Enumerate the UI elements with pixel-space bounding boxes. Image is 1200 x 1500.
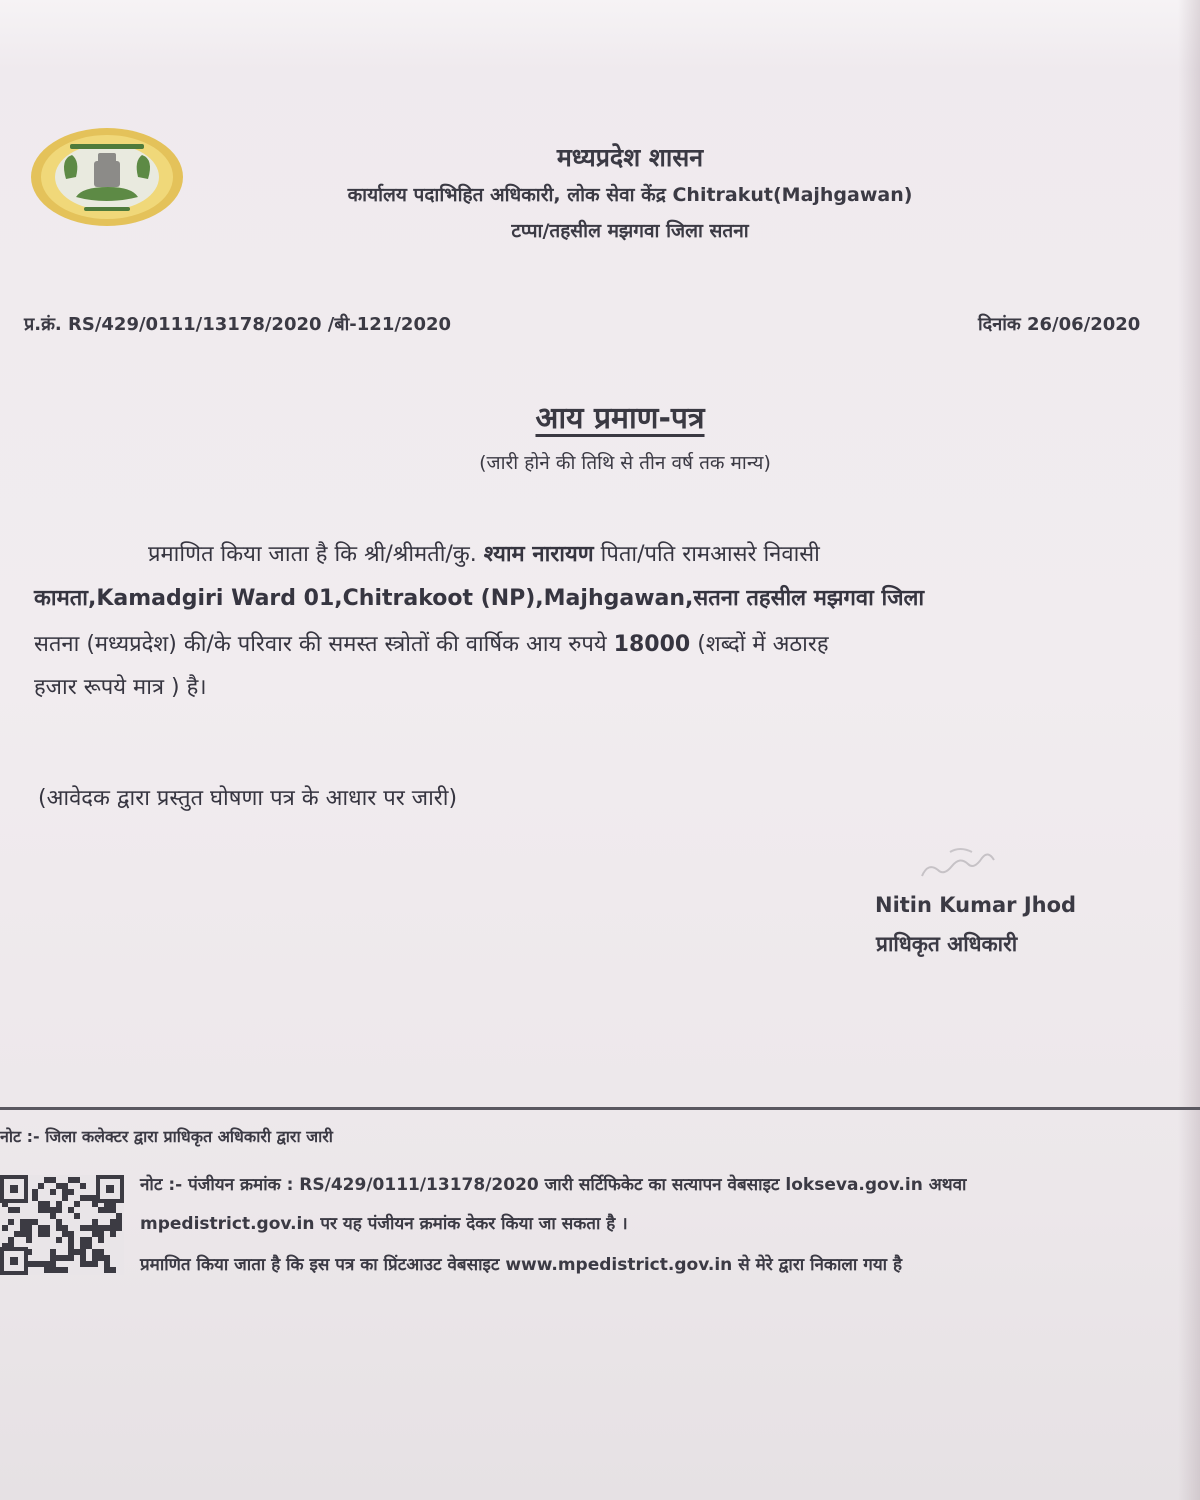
signatory-designation: प्राधिकृत अधिकारी	[876, 932, 1018, 956]
income-amount: 18000	[613, 632, 691, 657]
footer-note-verification: mpedistrict.gov.in पर यह पंजीयन क्रमांक देकर किया जा सकता है ।	[140, 1214, 628, 1234]
header-office: कार्यालय पदाभिहित अधिकारी, लोक सेवा केंद्र Chitrakut(Majhgawan)	[347, 184, 913, 206]
page-top-band	[0, 0, 1200, 70]
footer-note-printout: प्रमाणित किया जाता है कि इस पत्र का प्रिंटआउट वेबसाइट www.mpedistrict.gov.in से मेरे द्वारा निकाला गया है	[140, 1255, 903, 1275]
declaration-note: (आवेदक द्वारा प्रस्तुत घोषणा पत्र के आधार पर जारी)	[38, 786, 458, 811]
certificate-title-text: आय प्रमाण-पत्र	[535, 401, 705, 436]
header-government: मध्यप्रदेश शासन	[556, 143, 704, 172]
footer-note-registration: नोट :- पंजीयन क्रमांक : RS/429/0111/13178/2020 जारी सर्टिफिकेट का सत्यापन वेबसाइट lokseva.gov.in अथवा	[140, 1175, 967, 1195]
certificate-title	[0, 396, 1200, 437]
body-line-1-prefix: प्रमाणित किया जाता है कि श्री/श्रीमती/कु.	[148, 542, 477, 567]
body-line-3-prefix: सतना (मध्यप्रदेश) की/के परिवार की समस्त स्त्रोतों की वार्षिक आय रुपये	[34, 632, 607, 657]
body-line-1-suffix: निवासी	[763, 542, 820, 567]
page-edge-shadow	[1178, 0, 1200, 1500]
father-name: रामआसरे	[682, 542, 757, 567]
body-line-3-suffix: (शब्दों में अठारह	[697, 632, 829, 657]
body-line-3	[34, 628, 829, 658]
qr-code-icon	[0, 1175, 124, 1275]
footer-note-issuer: नोट :- जिला कलेक्टर द्वारा प्राधिकृत अधिकारी द्वारा जारी	[0, 1127, 333, 1146]
reference-number: प्र.क्रं. RS/429/0111/13178/2020 /बी-121/2020	[24, 314, 452, 335]
body-line-1	[148, 538, 820, 568]
body-line-2-address: कामता,Kamadgiri Ward 01,Chitrakoot (NP),Majhgawan,सतना तहसील मझगवा जिला	[34, 586, 925, 611]
signature-mark	[910, 838, 1010, 888]
signatory-name: Nitin Kumar Jhod	[875, 893, 1077, 917]
body-line-4: हजार रूपये मात्र ) है।	[34, 675, 207, 700]
issue-date: दिनांक 26/06/2020	[978, 314, 1141, 335]
footer-divider	[0, 1107, 1200, 1110]
header-tehsil-district: टप्पा/तहसील मझगवा जिला सतना	[511, 220, 749, 242]
applicant-name: श्याम नारायण	[483, 542, 594, 567]
validity-note: (जारी होने की तिथि से तीन वर्ष तक मान्य)	[479, 452, 771, 474]
mp-government-seal-icon	[30, 127, 184, 227]
body-line-1-mid: पिता/पति	[600, 542, 676, 567]
